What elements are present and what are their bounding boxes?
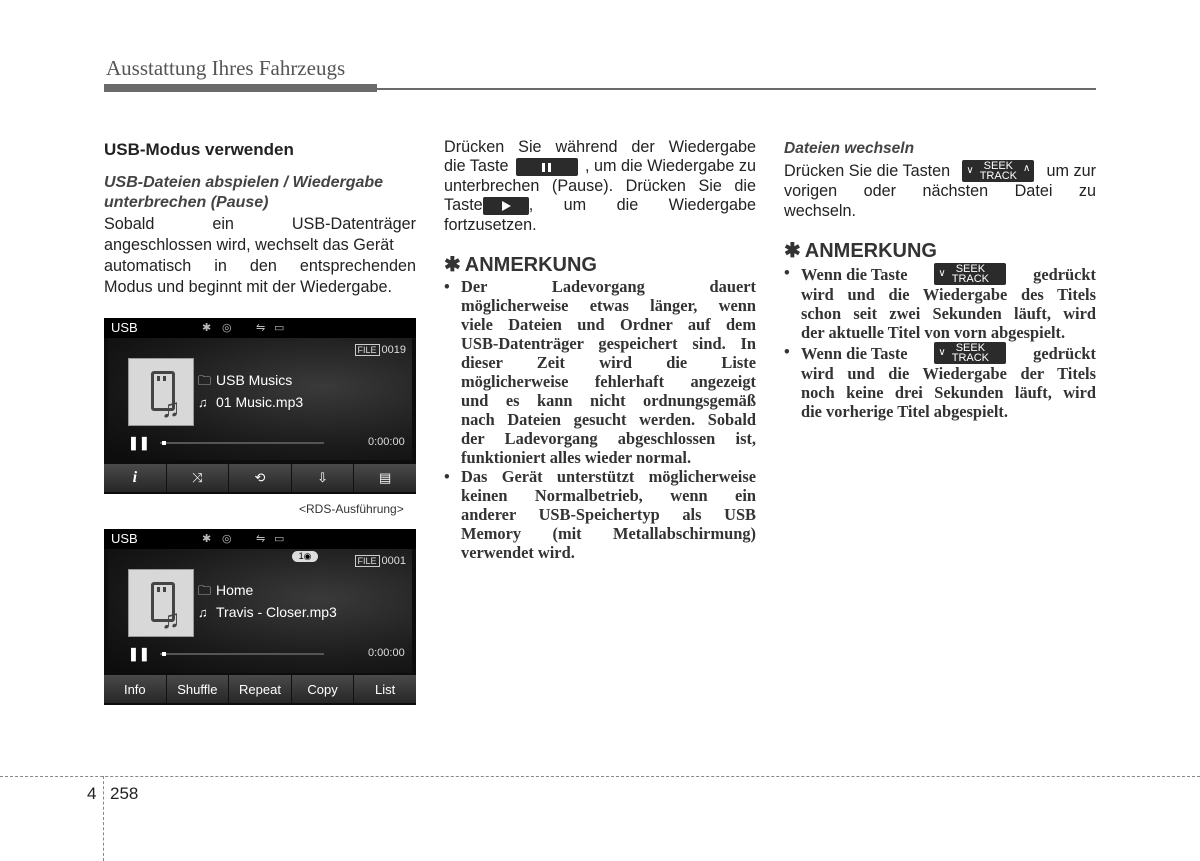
column-3 xyxy=(784,139,1096,421)
chapter-number: 4 xyxy=(87,784,97,803)
bullet-line: die vorherige Titel abgespielt. xyxy=(801,402,1008,422)
track-row xyxy=(198,394,303,410)
note-bullet xyxy=(784,263,1096,342)
folder-row xyxy=(198,372,292,394)
text-fragment: gedrückt xyxy=(1033,264,1096,284)
footer-rule xyxy=(0,776,1200,777)
shuffle-button[interactable]: ⤨ xyxy=(167,464,229,492)
usb-icon: ⇋ xyxy=(256,533,266,545)
subhead-line: USB-Dateien abspielen / Wiedergabe xyxy=(104,174,384,192)
note-star-icon: ✱ xyxy=(444,254,461,277)
paragraph-line: Sobald ein USB-Datenträger xyxy=(104,215,416,234)
bullet-line: viele Dateien und Ordner auf dem xyxy=(461,315,756,335)
note-bullet xyxy=(444,467,756,562)
folder-icon: 🗀 xyxy=(198,583,212,598)
bullet-line: noch keine drei Sekunden läuft, wird xyxy=(801,383,1096,403)
seek-label: SEEK xyxy=(983,160,1014,173)
file-label: FILE xyxy=(355,344,380,356)
text-fragment: Wiedergabe xyxy=(668,196,756,215)
bullet-line: möglicherweise etwas länger, wenn xyxy=(461,296,756,316)
bullet-line: möglicherweise fehlerhaft angezeigt xyxy=(461,372,756,392)
bullet-line: USB-Datenträger gespeichert sind. In xyxy=(461,334,756,354)
header-bar xyxy=(104,84,377,92)
copy-button[interactable]: Copy xyxy=(292,675,354,703)
text-fragment: um xyxy=(563,196,587,215)
text-fragment: Taste xyxy=(444,196,483,215)
play-key-icon xyxy=(483,197,529,215)
ipod-icon: ▭ xyxy=(274,533,285,545)
file-number: 0001 xyxy=(381,555,406,567)
paragraph-line xyxy=(784,160,1096,182)
paragraph-line: fortzusetzen. xyxy=(444,215,537,234)
paragraph-line: angeschlossen wird, wechselt das Gerät xyxy=(104,236,394,255)
pause-icon: ❚❚ xyxy=(128,646,150,661)
list-button[interactable]: List xyxy=(354,675,416,703)
figure-caption: <RDS-Ausführung> xyxy=(299,502,404,516)
track-name: 01 Music.mp3 xyxy=(216,394,304,410)
subhead-line: unterbrechen (Pause) xyxy=(104,193,269,211)
bullet-dot: • xyxy=(444,467,450,487)
text-fragment: , xyxy=(528,196,534,215)
bullet-dot: • xyxy=(784,263,790,283)
text-fragment: , um die Wiedergabe zu xyxy=(585,157,756,176)
intro-paragraph xyxy=(104,214,416,298)
bullet-line: dieser Zeit wird die Liste xyxy=(461,353,756,373)
bullet-dot: • xyxy=(444,277,450,297)
folder-name: Home xyxy=(216,582,254,598)
screen-body xyxy=(108,338,412,460)
paragraph-line xyxy=(444,157,756,176)
folder-name: USB Musics xyxy=(216,372,293,388)
seek-track-key-icon: ∨ SEEK TRACK ∧ xyxy=(962,160,1034,182)
folder-row xyxy=(198,582,253,604)
bullet-line: der aktuelle Titel von vorn abgespielt. xyxy=(801,323,1066,343)
track-label: TRACK xyxy=(951,273,990,286)
section-title: USB-Modus verwenden xyxy=(104,140,294,159)
track-name: Travis - Closer.mp3 xyxy=(216,604,337,620)
music-note-icon: ♫ xyxy=(198,395,208,410)
bullet-line: wird und die Wiedergabe der Titels xyxy=(801,364,1096,384)
elapsed-time: 0:00:00 xyxy=(368,436,405,448)
repeat-one-icon: 1◉ xyxy=(292,551,318,562)
bullet-line: verwendet wird. xyxy=(461,543,575,563)
file-number: 0019 xyxy=(381,344,406,356)
mode-label: USB xyxy=(111,320,138,335)
bullet-dot: • xyxy=(784,342,790,362)
pause-key-icon xyxy=(516,158,578,176)
info-button[interactable]: i xyxy=(104,464,166,492)
mode-label: USB xyxy=(111,531,138,546)
seek-label: SEEK xyxy=(955,342,986,355)
text-fragment: Wenn die Taste xyxy=(801,264,908,284)
folder-icon: 🗀 xyxy=(198,373,212,388)
repeat-button[interactable]: ⟲ xyxy=(229,464,291,492)
ipod-icon: ▭ xyxy=(274,322,285,334)
info-button[interactable]: Info xyxy=(104,675,166,703)
bullet-line: und es kann nicht ordnungsgemäß xyxy=(461,391,756,411)
bullet-line: Memory (mit Metallabschirmung) xyxy=(461,524,756,544)
running-header: Ausstattung Ihres Fahrzeugs xyxy=(106,56,346,80)
elapsed-time: 0:00:00 xyxy=(368,647,405,659)
seek-track-down-key-icon: ∨ SEEK TRACK xyxy=(934,263,1006,285)
music-note-icon: ♫ xyxy=(198,605,208,620)
paragraph-line: automatisch in den entsprechenden xyxy=(104,257,416,276)
text-fragment: Drücken Sie die Tasten xyxy=(784,161,951,180)
album-art-usb-icon: ♫ xyxy=(128,569,194,637)
progress-bar[interactable] xyxy=(130,647,412,661)
column-2 xyxy=(444,138,756,562)
text-fragment: die Taste xyxy=(444,157,509,176)
paragraph-line: unterbrechen (Pause). Drücken Sie die xyxy=(444,176,756,195)
footer-divider xyxy=(103,776,104,861)
subhead-change-files: Dateien wechseln xyxy=(784,140,915,157)
subhead-usb-play xyxy=(104,173,416,212)
bullet-line: wird und die Wiedergabe des Titels xyxy=(801,285,1096,305)
disc-icon: ◎ xyxy=(222,322,232,334)
paragraph-line: Modus und beginnt mit der Wiedergabe. xyxy=(104,278,392,297)
bluetooth-icon: ✱ xyxy=(202,322,212,334)
file-label: FILE xyxy=(355,555,380,567)
paragraph-line: wechseln. xyxy=(784,201,856,220)
button-row xyxy=(104,675,416,703)
bullet-line: funktioniert alles wieder normal. xyxy=(461,448,692,468)
usb-screen-standard xyxy=(104,529,416,705)
screen-status-bar xyxy=(104,529,416,549)
progress-bar[interactable] xyxy=(130,436,412,450)
seek-track-down-key-icon: ∨ SEEK TRACK xyxy=(934,342,1006,364)
screen-status-bar xyxy=(104,318,416,338)
track-label: TRACK xyxy=(951,352,990,365)
usb-icon: ⇋ xyxy=(256,322,266,334)
list-button[interactable]: ▤ xyxy=(354,464,416,492)
text-fragment: Wenn die Taste xyxy=(801,343,908,363)
text-fragment: um zur xyxy=(1046,161,1096,180)
note-title: ANMERKUNG xyxy=(804,240,937,263)
bullet-line: Das Gerät unterstützt möglicherweise xyxy=(461,467,756,487)
text-fragment: gedrückt xyxy=(1033,343,1096,363)
bullet-line: anderer USB-Speichertyp als USB xyxy=(461,505,756,525)
bullet-line: schon seit zwei Sekunden läuft, wird xyxy=(801,304,1096,324)
album-art-usb-icon: ♫ xyxy=(128,358,194,426)
bullet-line: Der Ladevorgang dauert xyxy=(461,277,756,297)
copy-button[interactable]: ⇩ xyxy=(292,464,354,492)
usb-screen-rds xyxy=(104,318,416,494)
disc-icon: ◎ xyxy=(222,533,232,545)
paragraph-line: vorigen oder nächsten Datei zu xyxy=(784,182,1096,201)
page-number: 258 xyxy=(110,784,139,803)
bullet-line: keinen Normalbetrieb, wenn ein xyxy=(461,486,756,506)
text-fragment: die xyxy=(616,196,639,215)
note-heading xyxy=(444,253,756,277)
repeat-button[interactable]: Repeat xyxy=(229,675,291,703)
file-counter xyxy=(355,555,407,567)
bullet-line: der Ladevorgang abgeschlossen ist, xyxy=(461,429,756,449)
track-row xyxy=(198,604,337,620)
paragraph-line: Drücken Sie während der Wiedergabe xyxy=(444,138,756,156)
bullet-line xyxy=(801,263,1096,285)
note-bullet xyxy=(444,277,756,467)
bullet-line: nach Dateien gesucht werden. Sobald xyxy=(461,410,756,430)
note-title: ANMERKUNG xyxy=(464,254,597,277)
file-counter xyxy=(355,344,407,356)
note-heading xyxy=(784,239,1096,263)
note-star-icon: ✱ xyxy=(784,240,801,263)
screen-body xyxy=(108,549,412,673)
seek-label: SEEK xyxy=(955,263,986,276)
bullet-line xyxy=(801,342,1096,364)
pause-icon: ❚❚ xyxy=(128,435,150,450)
shuffle-button[interactable]: Shuffle xyxy=(167,675,229,703)
paragraph-line xyxy=(444,196,756,215)
track-label: TRACK xyxy=(979,170,1017,183)
bluetooth-icon: ✱ xyxy=(202,533,212,545)
note-bullet xyxy=(784,342,1096,421)
column-1 xyxy=(104,140,416,298)
button-row xyxy=(104,464,416,492)
